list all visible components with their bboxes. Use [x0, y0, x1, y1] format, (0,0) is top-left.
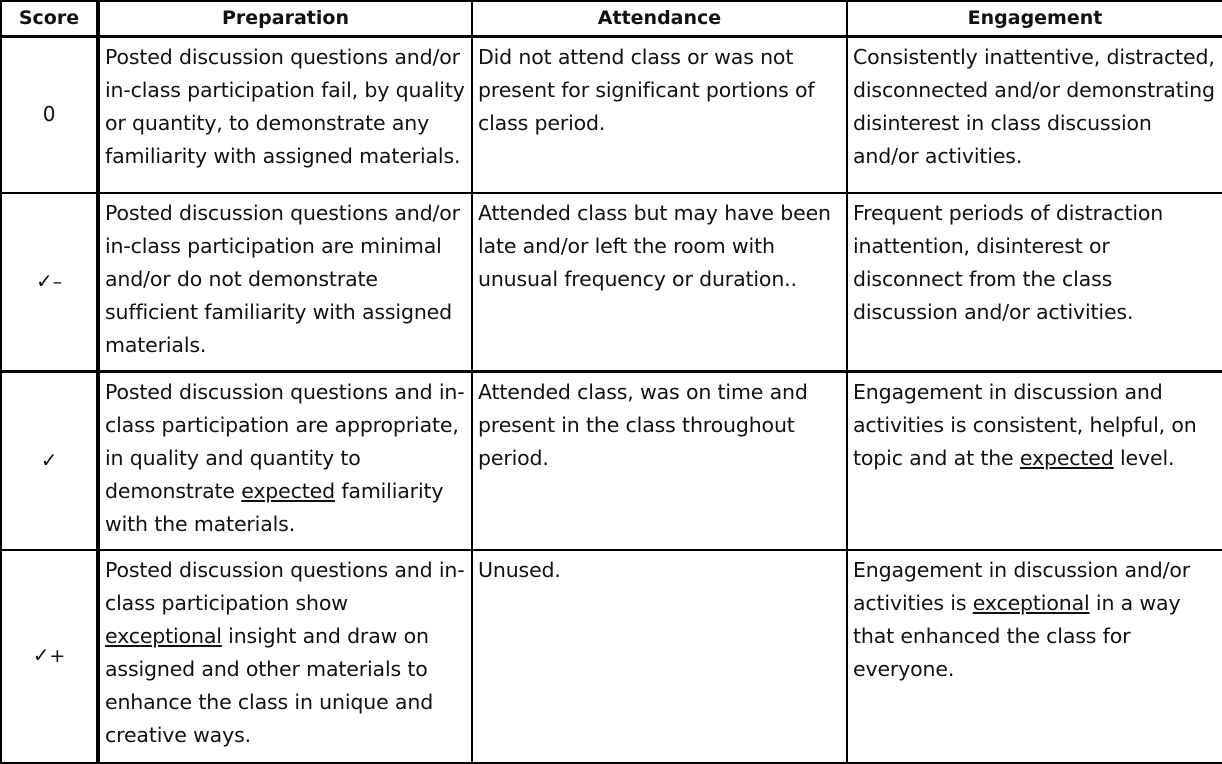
- rubric-row-check-minus: [1, 193, 1222, 371]
- engagement-cell: [847, 193, 1222, 371]
- attendance-text: Attended class but may have been late and/or left the room with unusual frequency or duration..: [478, 201, 831, 292]
- preparation-text-end: familiarity with the materials.: [105, 478, 444, 536]
- preparation-text: Posted discussion questions and/or in-class participation are minimal and/or do not demonstrate sufficient familiarity with assigned materials.: [105, 201, 460, 358]
- preparation-cell: [98, 193, 472, 371]
- preparation-text: Posted discussion questions and in-class participation show: [105, 557, 465, 615]
- emphasis-text: expected: [241, 478, 335, 503]
- engagement-text: Engagement in discussion and activities is consistent, helpful, on topic and at the: [853, 379, 1197, 470]
- emphasis-text: exceptional: [972, 590, 1090, 615]
- minus-icon: –: [52, 271, 62, 294]
- score-cell: [1, 371, 98, 549]
- attendance-cell: [472, 36, 847, 193]
- rubric-row-zero: [1, 36, 1222, 193]
- score-symbol: 0: [42, 101, 56, 126]
- engagement-cell: [847, 550, 1222, 763]
- rubric-row-check-plus: [1, 550, 1222, 763]
- emphasis-text: expected: [1019, 445, 1114, 470]
- check-icon: ✓: [40, 447, 58, 472]
- attendance-cell: [472, 550, 847, 763]
- score-cell: [1, 193, 98, 371]
- engagement-text-end: level.: [1113, 445, 1175, 470]
- engagement-text: Consistently inattentive, distracted, disconnected and/or demonstrating disinterest in class discussion and/or activities.: [853, 44, 1215, 168]
- header-row: [1, 1, 1222, 36]
- attendance-cell: [472, 371, 847, 549]
- attendance-text: Attended class, was on time and present in the class throughout period.: [478, 379, 808, 470]
- preparation-text-end: insight and draw on assigned and other materials to enhance the class in unique and creative ways.: [105, 623, 434, 747]
- header-score: Score: [1, 1, 98, 36]
- preparation-cell: [98, 550, 472, 763]
- rubric-body: [1, 36, 1222, 763]
- engagement-text: Engagement in discussion and/or activities is: [853, 557, 1191, 615]
- rubric-row-check: [1, 371, 1222, 549]
- plus-icon: +: [49, 645, 66, 668]
- engagement-cell: [847, 371, 1222, 549]
- attendance-cell: [472, 193, 847, 371]
- attendance-text: Unused.: [478, 557, 561, 582]
- engagement-text: Frequent periods of distraction inattention, disinterest or disconnect from the class discussion and/or activities.: [853, 201, 1164, 325]
- header-attendance: Attendance: [472, 1, 847, 36]
- preparation-cell: [98, 36, 472, 193]
- header-engagement: Engagement: [847, 1, 1222, 36]
- check-icon: ✓: [36, 269, 53, 294]
- rubric-header: [1, 1, 1222, 36]
- attendance-text: Did not attend class or was not present for significant portions of class period.: [478, 44, 815, 135]
- preparation-cell: [98, 371, 472, 549]
- score-cell: [1, 550, 98, 763]
- check-icon: ✓: [32, 643, 50, 668]
- emphasis-text: exceptional: [105, 623, 222, 648]
- preparation-text: Posted discussion questions and/or in-class participation fail, by quality or quantity, to demonstrate any familiarity with assigned materials.: [105, 44, 465, 168]
- header-preparation: Preparation: [98, 1, 472, 36]
- score-cell: [1, 36, 98, 193]
- engagement-cell: [847, 36, 1222, 193]
- engagement-text-end: in a way that enhanced the class for everyone.: [853, 590, 1181, 681]
- preparation-text: Posted discussion questions and in-class participation are appropriate, in quality and quantity to demonstrate: [105, 379, 465, 503]
